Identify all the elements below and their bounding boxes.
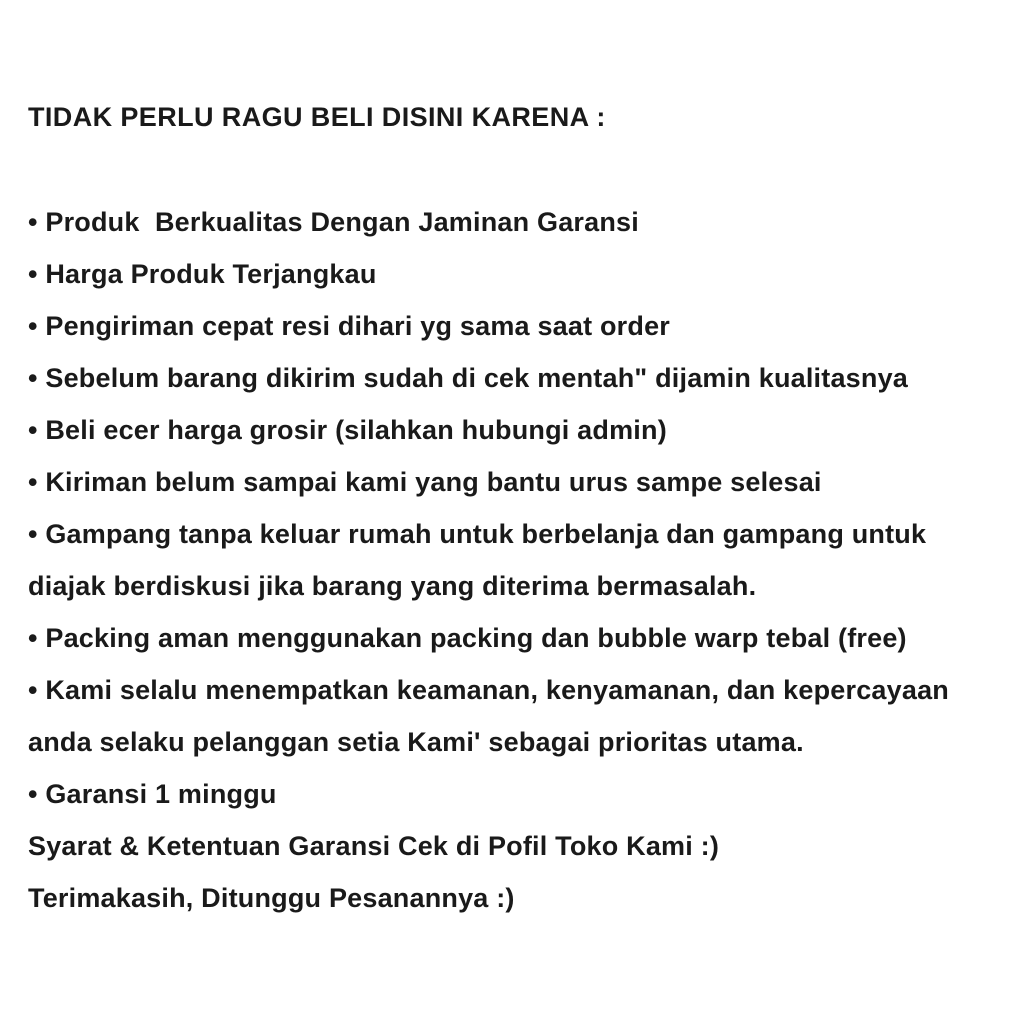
page-title: TIDAK PERLU RAGU BELI DISINI KARENA : — [28, 102, 606, 132]
footer-warranty-terms: Syarat & Ketentuan Garansi Cek di Pofil Toko Kami :) — [28, 831, 720, 861]
list-item-easy-shopping-continuation: diajak berdiskusi jika barang yang diterima bermasalah. — [28, 571, 757, 601]
list-item-wholesale-price: • Beli ecer harga grosir (silahkan hubungi admin) — [28, 415, 667, 445]
footer-thank-you: Terimakasih, Ditunggu Pesanannya :) — [28, 883, 515, 913]
list-item-customer-priority: • Kami selalu menempatkan keamanan, kenyamanan, dan kepercayaan — [28, 675, 949, 705]
list-item-checked-before-ship: • Sebelum barang dikirim sudah di cek mentah" dijamin kualitasnya — [28, 363, 909, 393]
list-item-easy-shopping: • Gampang tanpa keluar rumah untuk berbelanja dan gampang untuk — [28, 519, 927, 549]
list-item-warranty: • Garansi 1 minggu — [28, 779, 277, 809]
list-item-delivery-support: • Kiriman belum sampai kami yang bantu urus sampe selesai — [28, 467, 822, 497]
list-item-product-quality: • Produk Berkualitas Dengan Jaminan Garansi — [28, 207, 639, 237]
list-item-safe-packing: • Packing aman menggunakan packing dan bubble warp tebal (free) — [28, 623, 907, 653]
list-item-affordable-price: • Harga Produk Terjangkau — [28, 259, 377, 289]
benefit-list — [28, 196, 1004, 924]
list-item-fast-shipping: • Pengiriman cepat resi dihari yg sama saat order — [28, 311, 671, 341]
list-item-customer-priority-continuation: anda selaku pelanggan setia Kami' sebagai prioritas utama. — [28, 727, 804, 757]
